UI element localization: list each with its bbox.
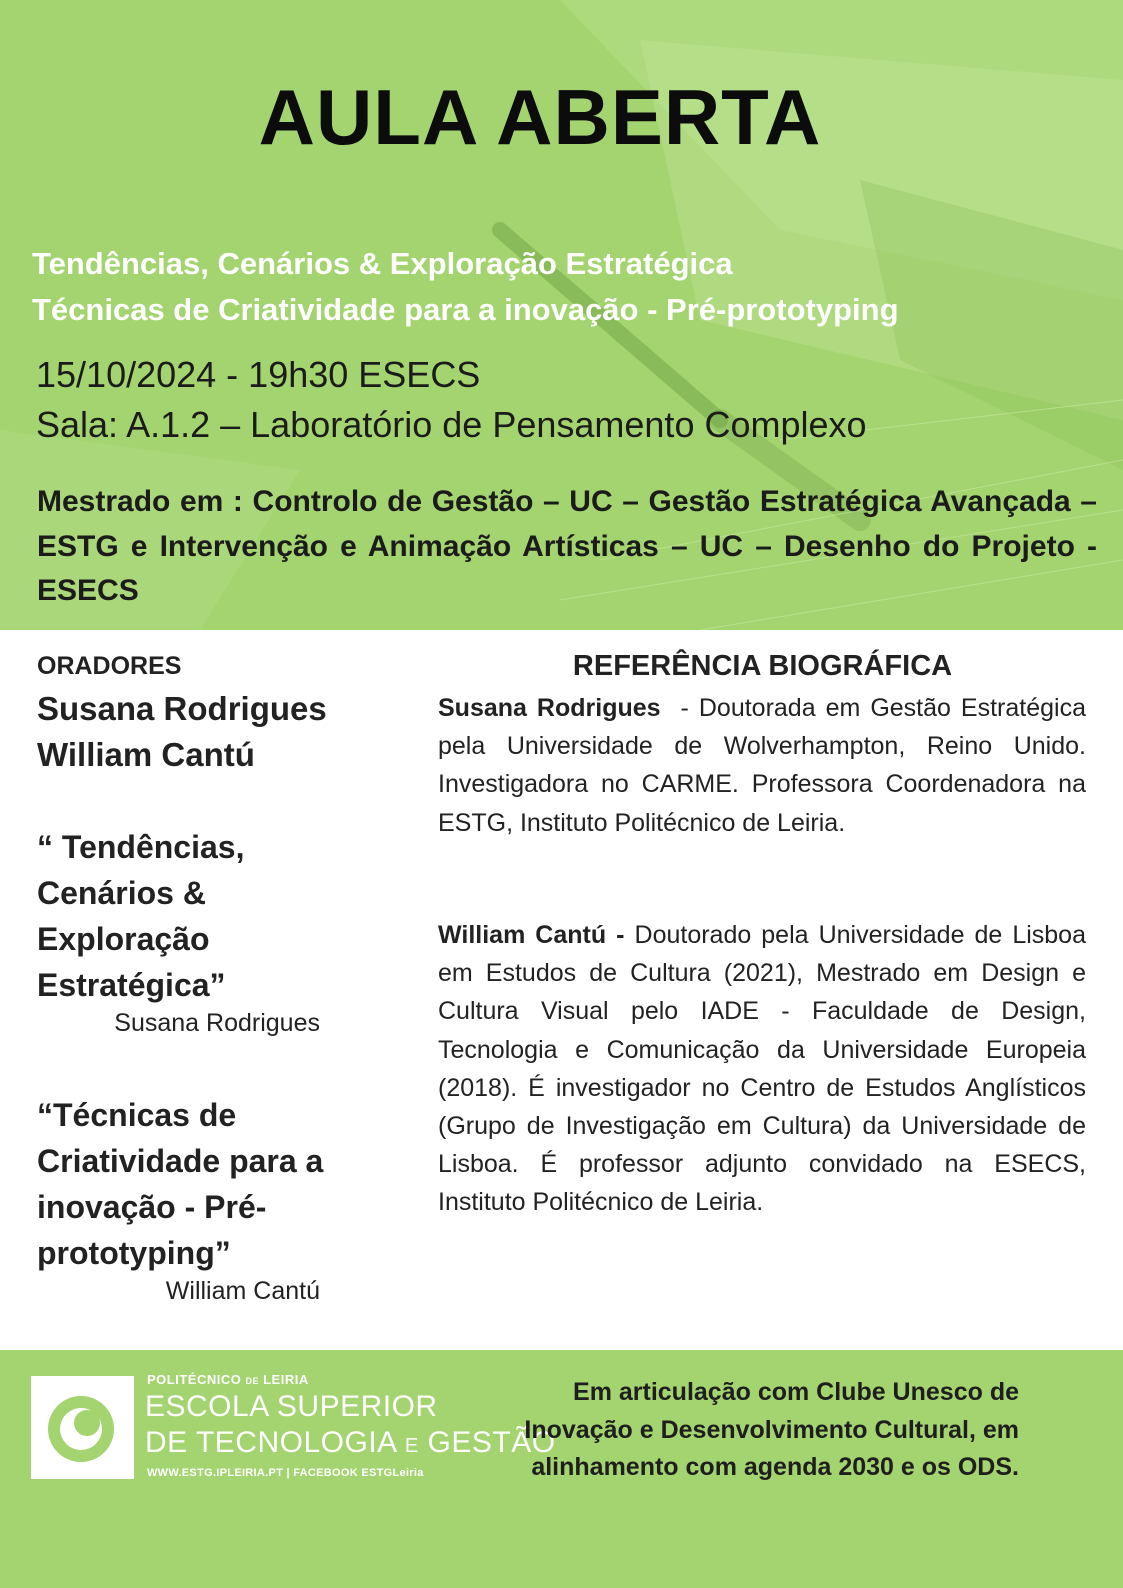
event-date-time: 15/10/2024 - 19h30 ESECS	[36, 354, 481, 395]
bio-name: Susana Rodrigues	[438, 694, 661, 722]
bio-separator	[624, 921, 634, 949]
estg-logo-icon	[31, 1376, 134, 1479]
bio-name: William Cantú -	[438, 921, 625, 949]
event-subtitle-1: Tendências, Cenários & Exploração Estratégica	[32, 246, 733, 281]
logo-school-line-2: DE TECNOLOGIA E GESTÃO	[145, 1426, 556, 1459]
talk-author: William Cantú	[165, 1277, 320, 1305]
event-subtitle-2: Técnicas de Criatividade para a inovação - Pré-prototyping	[32, 292, 899, 327]
bio-heading: REFERÊNCIA BIOGRÁFICA	[572, 650, 953, 682]
logo-institution: POLITÉCNICO DE LEIRIA	[147, 1372, 309, 1387]
bio-text: Doutorado pela Universidade de Lisboa em Estudos de Cultura (2021), Mestrado em Design e Cultura Visual pelo IADE - Faculdade de Design, Tecnologia e Comunicação da Universidade Europeia (2018). É investigador no Centro de Estudos Anglísticos (Grupo de Investigação em Cultura) da Universidade de Lisboa. É professor adjunto convidado na ESECS, Instituto Politécnico de Leiria.	[438, 921, 1086, 1217]
bio-text: Doutorada em Gestão Estratégica pela Universidade de Wolverhampton, Reino Unido. Investigadora no CARME. Professora Coordenadora na ESTG, Instituto Politécnico de Leiria.	[438, 694, 1086, 837]
programme-info: Mestrado em : Controlo de Gestão – UC – Gestão Estratégica Avançada – ESTG e Intervenção e Animação Artísticas – UC – Desenho do Projeto - ESECS	[37, 485, 1097, 607]
talk-author: Susana Rodrigues	[114, 1009, 320, 1037]
event-room: Sala: A.1.2 – Laboratório de Pensamento Complexo	[36, 404, 867, 445]
logo-website: WWW.ESTG.IPLEIRIA.PT | FACEBOOK ESTGLeiria	[147, 1467, 424, 1479]
speaker-name: William Cantú	[37, 736, 255, 773]
header-banner	[0, 0, 1123, 630]
logo-school-line-1: ESCOLA SUPERIOR	[145, 1390, 438, 1423]
speakers-label: ORADORES	[37, 652, 182, 680]
logo-eye-icon	[31, 1376, 134, 1479]
footer	[0, 1350, 1123, 1588]
talk-title: “Técnicas de Criatividade para a inovação - Pré-prototyping”	[37, 1097, 324, 1271]
speaker-name: Susana Rodrigues	[37, 690, 327, 727]
bio-paragraph	[438, 916, 1086, 1222]
footer-note: Em articulação com Clube Unesco de Inovação e Desenvolvimento Cultural, em alinhamento com agenda 2030 e os ODS.	[524, 1378, 1019, 1481]
talk-title: “ Tendências, Cenários & Exploração Estratégica”	[37, 829, 245, 1003]
bio-paragraph	[438, 689, 1086, 842]
bio-separator: -	[660, 694, 699, 722]
page-title: AULA ABERTA	[258, 73, 822, 161]
